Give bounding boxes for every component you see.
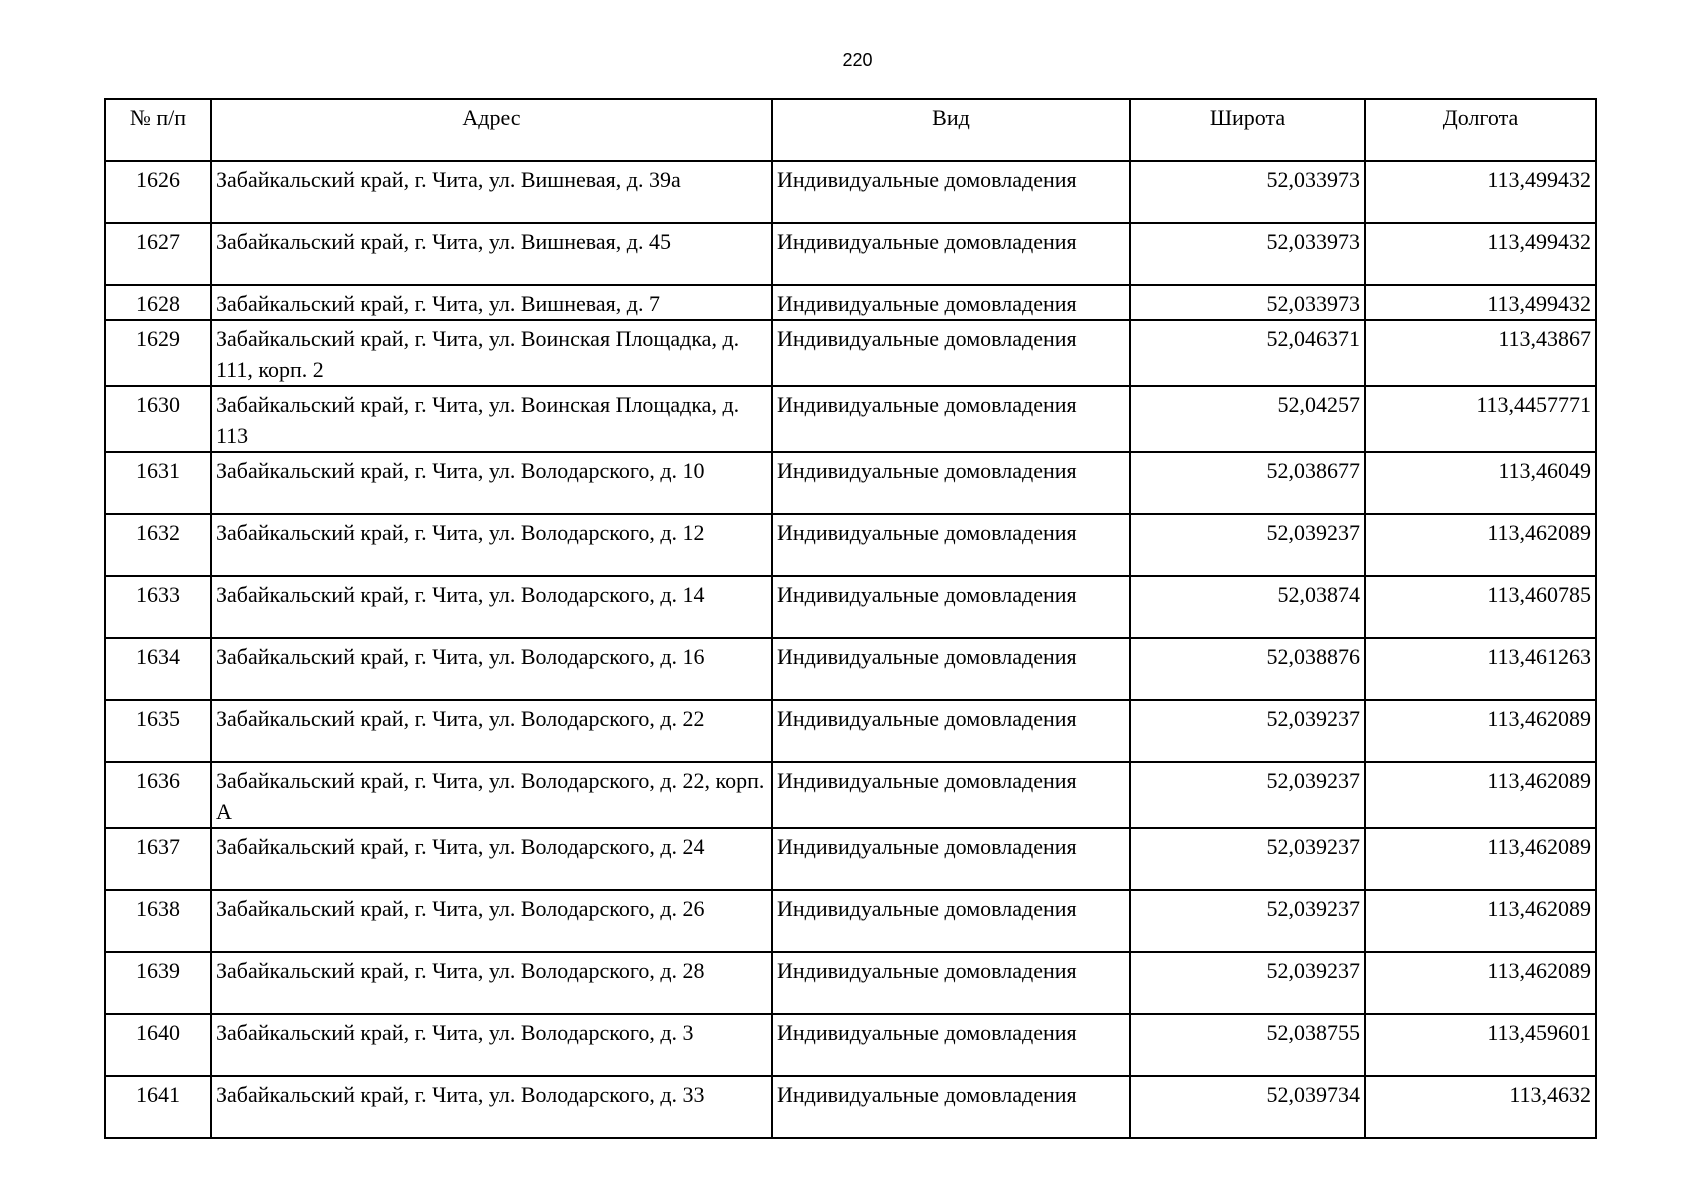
row-num: 1635 xyxy=(105,700,211,762)
row-lat: 52,038876 xyxy=(1130,638,1365,700)
row-kind: Индивидуальные домовладения xyxy=(772,576,1130,638)
row-lat: 52,039237 xyxy=(1130,828,1365,890)
header-num: № п/п xyxy=(105,99,211,161)
row-num: 1636 xyxy=(105,762,211,828)
row-kind: Индивидуальные домовладения xyxy=(772,638,1130,700)
row-lon: 113,4457771 xyxy=(1365,386,1596,452)
table-row xyxy=(105,828,1596,890)
row-lon: 113,499432 xyxy=(1365,285,1596,320)
row-address: Забайкальский край, г. Чита, ул. Вишневая, д. 45 xyxy=(211,223,772,285)
row-lon: 113,462089 xyxy=(1365,952,1596,1014)
row-kind: Индивидуальные домовладения xyxy=(772,762,1130,828)
row-lat: 52,033973 xyxy=(1130,223,1365,285)
row-lon: 113,499432 xyxy=(1365,223,1596,285)
row-num: 1639 xyxy=(105,952,211,1014)
row-num: 1637 xyxy=(105,828,211,890)
row-address: Забайкальский край, г. Чита, ул. Вишневая, д. 7 xyxy=(211,285,772,320)
row-address: Забайкальский край, г. Чита, ул. Володарского, д. 22 xyxy=(211,700,772,762)
table-row xyxy=(105,700,1596,762)
table-row xyxy=(105,161,1596,223)
row-lat: 52,039734 xyxy=(1130,1076,1365,1138)
table-row xyxy=(105,1076,1596,1138)
row-lon: 113,499432 xyxy=(1365,161,1596,223)
page-number: 220 xyxy=(842,50,873,70)
row-address: Забайкальский край, г. Чита, ул. Воинская Площадка, д. 111, корп. 2 xyxy=(211,320,772,386)
row-num: 1641 xyxy=(105,1076,211,1138)
row-kind: Индивидуальные домовладения xyxy=(772,890,1130,952)
table-row xyxy=(105,223,1596,285)
row-num: 1638 xyxy=(105,890,211,952)
row-kind: Индивидуальные домовладения xyxy=(772,452,1130,514)
row-lon: 113,43867 xyxy=(1365,320,1596,386)
row-lat: 52,039237 xyxy=(1130,762,1365,828)
row-kind: Индивидуальные домовладения xyxy=(772,1076,1130,1138)
table-row xyxy=(105,452,1596,514)
row-lat: 52,03874 xyxy=(1130,576,1365,638)
row-kind: Индивидуальные домовладения xyxy=(772,1014,1130,1076)
row-num: 1633 xyxy=(105,576,211,638)
row-num: 1626 xyxy=(105,161,211,223)
row-lat: 52,033973 xyxy=(1130,161,1365,223)
row-lat: 52,033973 xyxy=(1130,285,1365,320)
row-address: Забайкальский край, г. Чита, ул. Володарского, д. 14 xyxy=(211,576,772,638)
table-header-row xyxy=(105,99,1596,161)
row-address: Забайкальский край, г. Чита, ул. Володарского, д. 12 xyxy=(211,514,772,576)
table-row xyxy=(105,762,1596,828)
table-row xyxy=(105,890,1596,952)
row-address: Забайкальский край, г. Чита, ул. Володарского, д. 24 xyxy=(211,828,772,890)
row-address: Забайкальский край, г. Чита, ул. Володарского, д. 33 xyxy=(211,1076,772,1138)
row-lat: 52,038755 xyxy=(1130,1014,1365,1076)
row-lat: 52,039237 xyxy=(1130,700,1365,762)
row-num: 1630 xyxy=(105,386,211,452)
row-lon: 113,462089 xyxy=(1365,828,1596,890)
row-lon: 113,462089 xyxy=(1365,890,1596,952)
row-kind: Индивидуальные домовладения xyxy=(772,700,1130,762)
row-kind: Индивидуальные домовладения xyxy=(772,828,1130,890)
row-address: Забайкальский край, г. Чита, ул. Володарского, д. 26 xyxy=(211,890,772,952)
row-num: 1640 xyxy=(105,1014,211,1076)
table-row xyxy=(105,638,1596,700)
row-lon: 113,46049 xyxy=(1365,452,1596,514)
row-lat: 52,046371 xyxy=(1130,320,1365,386)
row-lon: 113,462089 xyxy=(1365,762,1596,828)
row-lon: 113,461263 xyxy=(1365,638,1596,700)
row-lat: 52,039237 xyxy=(1130,514,1365,576)
row-kind: Индивидуальные домовладения xyxy=(772,386,1130,452)
row-address: Забайкальский край, г. Чита, ул. Володарского, д. 3 xyxy=(211,1014,772,1076)
row-lon: 113,459601 xyxy=(1365,1014,1596,1076)
row-kind: Индивидуальные домовладения xyxy=(772,285,1130,320)
header-kind: Вид xyxy=(772,99,1130,161)
header-lon: Долгота xyxy=(1365,99,1596,161)
table-row xyxy=(105,952,1596,1014)
row-num: 1629 xyxy=(105,320,211,386)
row-lat: 52,039237 xyxy=(1130,890,1365,952)
row-kind: Индивидуальные домовладения xyxy=(772,223,1130,285)
row-lat: 52,04257 xyxy=(1130,386,1365,452)
row-num: 1627 xyxy=(105,223,211,285)
row-address: Забайкальский край, г. Чита, ул. Володарского, д. 16 xyxy=(211,638,772,700)
row-lon: 113,462089 xyxy=(1365,514,1596,576)
row-num: 1634 xyxy=(105,638,211,700)
row-kind: Индивидуальные домовладения xyxy=(772,514,1130,576)
row-num: 1628 xyxy=(105,285,211,320)
row-kind: Индивидуальные домовладения xyxy=(772,320,1130,386)
row-num: 1631 xyxy=(105,452,211,514)
row-lon: 113,462089 xyxy=(1365,700,1596,762)
row-kind: Индивидуальные домовладения xyxy=(772,952,1130,1014)
row-lat: 52,038677 xyxy=(1130,452,1365,514)
header-lat: Широта xyxy=(1130,99,1365,161)
table-row xyxy=(105,386,1596,452)
row-address: Забайкальский край, г. Чита, ул. Володарского, д. 28 xyxy=(211,952,772,1014)
row-address: Забайкальский край, г. Чита, ул. Володарского, д. 22, корп. А xyxy=(211,762,772,828)
table-row xyxy=(105,1014,1596,1076)
table-row xyxy=(105,514,1596,576)
table-row xyxy=(105,285,1596,320)
row-lat: 52,039237 xyxy=(1130,952,1365,1014)
row-address: Забайкальский край, г. Чита, ул. Вишневая, д. 39а xyxy=(211,161,772,223)
table-row xyxy=(105,576,1596,638)
row-address: Забайкальский край, г. Чита, ул. Воинская Площадка, д. 113 xyxy=(211,386,772,452)
addresses-table xyxy=(104,98,1597,1139)
header-address: Адрес xyxy=(211,99,772,161)
row-lon: 113,4632 xyxy=(1365,1076,1596,1138)
row-address: Забайкальский край, г. Чита, ул. Володарского, д. 10 xyxy=(211,452,772,514)
table-row xyxy=(105,320,1596,386)
row-num: 1632 xyxy=(105,514,211,576)
row-lon: 113,460785 xyxy=(1365,576,1596,638)
row-kind: Индивидуальные домовладения xyxy=(772,161,1130,223)
